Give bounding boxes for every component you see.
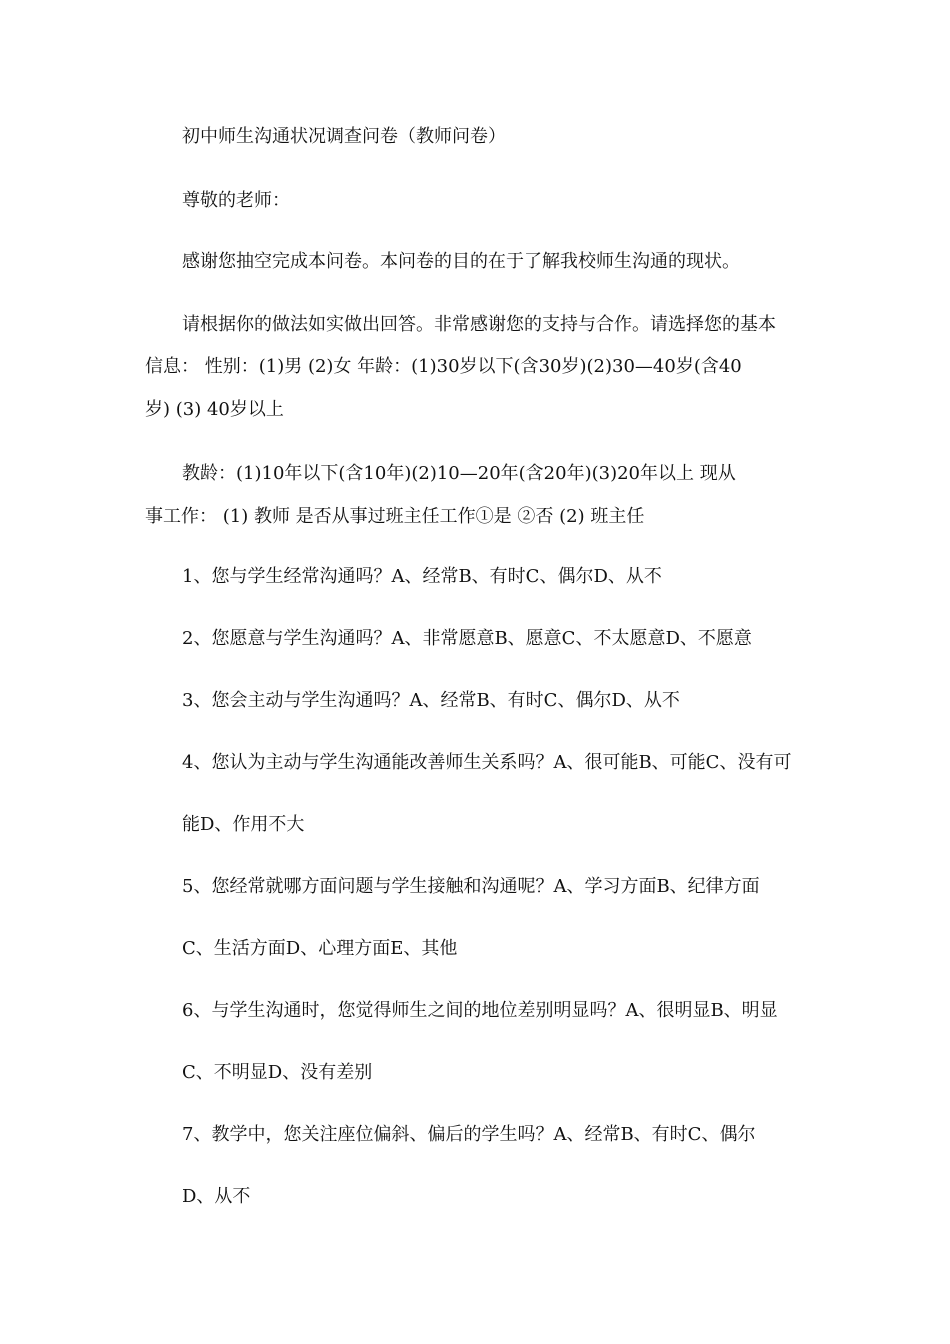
question-2: 2、您愿意与学生沟通吗？A、非常愿意B、愿意C、不太愿意D、不愿意 (182, 628, 752, 649)
question-3: 3、您会主动与学生沟通吗？A、经常B、有时C、偶尔D、从不 (182, 690, 680, 711)
teaching-line-1: 教龄：(1)10年以下(含10年)(2)10—20年(含20年)(3)20年以上 现从 (182, 463, 736, 484)
survey-title: 初中师生沟通状况调查问卷（教师问卷） (182, 126, 506, 147)
info-line-2: 信息： 性别：(1)男 (2)女 年龄：(1)30岁以下(含30岁)(2)30—40岁(含40 (145, 356, 742, 377)
question-4-line-1: 4、您认为主动与学生沟通能改善师生关系吗？A、很可能B、可能C、没有可 (182, 752, 792, 773)
teaching-line-2: 事工作： (1) 教师 是否从事过班主任工作①是 ②否 (2) 班主任 (145, 506, 645, 527)
question-4-line-2: 能D、作用不大 (182, 814, 305, 835)
info-line-3: 岁) (3) 40岁以上 (145, 399, 284, 420)
question-6-line-1: 6、与学生沟通时，您觉得师生之间的地位差别明显吗？A、很明显B、明显 (182, 1000, 778, 1021)
info-line-1: 请根据你的做法如实做出回答。非常感谢您的支持与合作。请选择您的基本 (182, 314, 776, 335)
question-1: 1、您与学生经常沟通吗？A、经常B、有时C、偶尔D、从不 (182, 566, 662, 587)
intro-paragraph: 感谢您抽空完成本问卷。本问卷的目的在于了解我校师生沟通的现状。 (182, 251, 740, 272)
question-6-line-2: C、不明显D、没有差别 (182, 1062, 373, 1083)
salutation: 尊敬的老师： (182, 190, 290, 211)
question-7-line-2: D、从不 (182, 1186, 251, 1207)
question-5-line-1: 5、您经常就哪方面问题与学生接触和沟通呢？A、学习方面B、纪律方面 (182, 876, 760, 897)
question-7-line-1: 7、教学中，您关注座位偏斜、偏后的学生吗？A、经常B、有时C、偶尔 (182, 1124, 756, 1145)
question-5-line-2: C、生活方面D、心理方面E、其他 (182, 938, 458, 959)
